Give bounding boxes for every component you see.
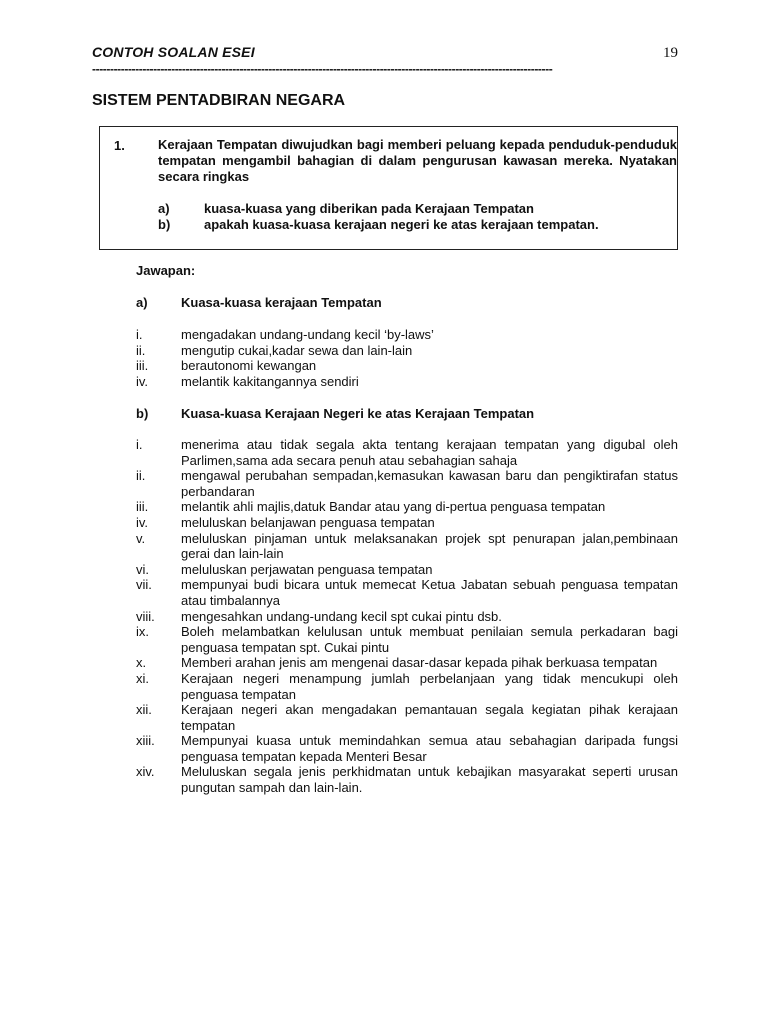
list-item bbox=[136, 655, 678, 671]
part-a-heading bbox=[136, 295, 382, 310]
item-text: melantik kakitangannya sendiri bbox=[181, 373, 359, 389]
answer-label: Jawapan: bbox=[136, 263, 196, 278]
item-text: Kerajaan negeri menampung jumlah perbelanjaan yang tidak mencukupi oleh penguasa tempatan bbox=[181, 670, 678, 702]
item-number: i. bbox=[136, 327, 143, 342]
item-number: iv. bbox=[136, 373, 149, 389]
item-text: mengadakan undang-undang kecil ‘by-laws’ bbox=[181, 327, 434, 342]
part-heading-text: Kuasa-kuasa Kerajaan Negeri ke atas Kerajaan Tempatan bbox=[181, 406, 535, 421]
question-sub-label: a) bbox=[158, 201, 170, 216]
list-item bbox=[136, 702, 678, 733]
item-number: ii. bbox=[136, 468, 146, 484]
item-text: melantik ahli majlis,datuk Bandar atau yang di-pertua penguasa tempatan bbox=[181, 499, 606, 515]
item-text: meluluskan perjawatan penguasa tempatan bbox=[181, 561, 433, 577]
part-label: a) bbox=[136, 295, 148, 310]
part-a-list bbox=[136, 327, 678, 389]
item-number: x. bbox=[136, 655, 147, 671]
part-b-list bbox=[136, 437, 678, 796]
item-number: xiii. bbox=[136, 733, 155, 749]
list-item bbox=[136, 764, 678, 795]
section-heading: SISTEM PENTADBIRAN NEGARA bbox=[92, 92, 346, 109]
list-item bbox=[136, 733, 678, 764]
list-item bbox=[136, 624, 678, 655]
item-number: vi. bbox=[136, 561, 149, 577]
item-text: berautonomi kewangan bbox=[181, 358, 317, 374]
item-text: Boleh melambatkan kelulusan untuk membuat penilaian semula perkadaran bagi penguasa tempatan spt. Cukai pintu bbox=[181, 624, 678, 655]
question-box bbox=[99, 126, 678, 250]
list-item bbox=[136, 515, 678, 531]
list-item bbox=[136, 437, 678, 468]
question-sub-a bbox=[158, 201, 534, 216]
list-item bbox=[136, 577, 678, 608]
item-number: viii. bbox=[136, 608, 155, 624]
question-sub-text: kuasa-kuasa yang diberikan pada Kerajaan Tempatan bbox=[204, 201, 534, 216]
item-number: i. bbox=[136, 437, 143, 452]
item-text: mengutip cukai,kadar sewa dan lain-lain bbox=[181, 342, 413, 358]
list-item bbox=[136, 358, 678, 374]
item-number: iii. bbox=[136, 358, 149, 374]
list-item bbox=[136, 531, 678, 562]
item-text: meluluskan pinjaman untuk melaksanakan projek spt penurapan jalan,pembinaan gerai dan lain-lain bbox=[181, 530, 678, 562]
item-text: mengawal perubahan sempadan,kemasukan kawasan baru dan pengiktirafan status perbandaran bbox=[181, 468, 678, 499]
question-sub-label: b) bbox=[158, 217, 171, 232]
question-text: Kerajaan Tempatan diwujudkan bagi memberi peluang kepada penduduk-penduduk tempatan mengambil bahagian di dalam pengurusan kawasan mereka. Nyatakan secara ringkas bbox=[158, 137, 677, 184]
list-item bbox=[136, 327, 678, 343]
part-b-heading bbox=[136, 406, 534, 421]
item-number: ix. bbox=[136, 624, 149, 640]
list-item bbox=[136, 499, 678, 515]
item-number: xiv. bbox=[136, 764, 155, 780]
item-number: xi. bbox=[136, 670, 149, 686]
item-text: Memberi arahan jenis am mengenai dasar-dasar kepada pihak berkuasa tempatan bbox=[181, 655, 658, 671]
item-text: Meluluskan segala jenis perkhidmatan untuk kebajikan masyarakat seperti urusan pungutan sampah dan lain-lain. bbox=[181, 764, 678, 796]
dashed-divider: -------------------------------------------------------------------------------------------------------------------------------- bbox=[92, 62, 553, 76]
list-item bbox=[136, 374, 678, 390]
item-number: vii. bbox=[136, 577, 152, 593]
list-item bbox=[136, 468, 678, 499]
item-text: meluluskan belanjawan penguasa tempatan bbox=[181, 514, 435, 530]
list-item bbox=[136, 609, 678, 625]
list-item bbox=[136, 343, 678, 359]
item-number: xii. bbox=[136, 702, 152, 718]
list-item bbox=[136, 671, 678, 702]
item-number: v. bbox=[136, 530, 146, 546]
item-text: Kerajaan negeri akan mengadakan pemantauan segala kegiatan pihak kerajaan tempatan bbox=[181, 702, 678, 733]
item-text: Mempunyai kuasa untuk memindahkan semua atau sebahagian daripada fungsi penguasa tempatan kepada Menteri Besar bbox=[181, 733, 678, 764]
part-heading-text: Kuasa-kuasa kerajaan Tempatan bbox=[181, 295, 382, 310]
item-number: ii. bbox=[136, 342, 146, 358]
item-text: mengesahkan undang-undang kecil spt cukai pintu dsb. bbox=[181, 608, 502, 624]
item-text: menerima atau tidak segala akta tentang kerajaan tempatan yang digubal oleh Parlimen,sama ada secara penuh atau sebahagian sahaja bbox=[181, 437, 678, 468]
item-number: iv. bbox=[136, 514, 149, 530]
page-number: 19 bbox=[663, 45, 678, 61]
item-number: iii. bbox=[136, 499, 149, 515]
question-sub-text: apakah kuasa-kuasa kerajaan negeri ke atas kerajaan tempatan. bbox=[204, 217, 599, 232]
header-title: CONTOH SOALAN ESEI bbox=[92, 44, 255, 60]
question-number: 1. bbox=[114, 138, 125, 153]
item-text: mempunyai budi bicara untuk memecat Ketua Jabatan sebuah penguasa tempatan atau timbalannya bbox=[181, 577, 678, 608]
part-label: b) bbox=[136, 406, 149, 421]
list-item bbox=[136, 562, 678, 578]
question-sub-b bbox=[158, 217, 599, 232]
